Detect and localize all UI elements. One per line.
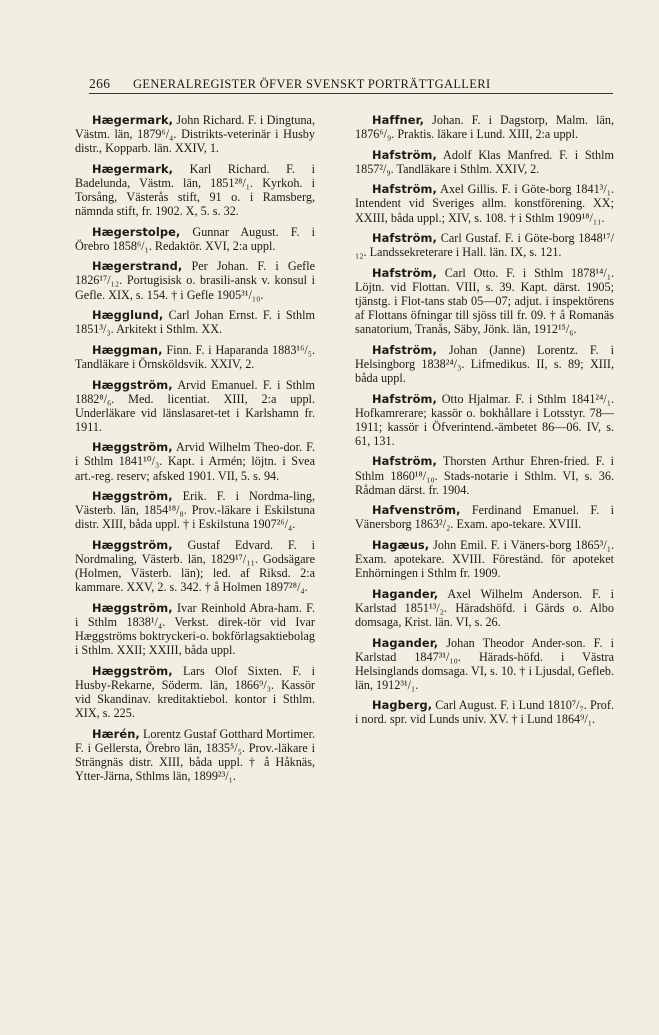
entry-text: Ferdinand Emanuel. F. i Vänersborg 1863²/₂. Exam. apo-tekare. XVIII. xyxy=(355,503,615,532)
entry-surname: Hafström, xyxy=(372,342,437,357)
entry-surname: Hæggström, xyxy=(92,663,173,678)
entry-text: John Richard. F. i Dingtuna, Västm. län, 1879⁶/₄. Distrikts-veterinär i Husby distr., Kopparb. län. XXIV, 1. xyxy=(75,113,316,156)
register-entry xyxy=(75,162,315,218)
entry-surname: Haffner, xyxy=(372,113,425,127)
entry-surname: Hægermark, xyxy=(92,161,174,176)
entry-text: Adolf Klas Manfred. F. i Sthlm 1857²/₉. Tandläkare i Sthlm. XXIV, 2. xyxy=(355,147,615,176)
entry-text: Axel Wilhelm Anderson. F. i Karlstad 1851¹³/₂. Häradshöfd. i Gärds o. Albo domsaga, Krist. län. VI, s. 26. xyxy=(355,586,614,629)
entry-surname: Hægermark, xyxy=(92,113,174,127)
entry-text: Karl Richard. F. i Badelunda, Västm. län, 1851²⁸/₁. Kyrkoh. i Torsång, Västerås stift, 91 o. i Ramsberg, nämnda stift, fr. 1902. X, 5. s. 32. xyxy=(75,161,315,219)
register-entry xyxy=(355,148,614,176)
register-entry xyxy=(355,392,614,448)
register-entry xyxy=(75,343,315,371)
register-entry xyxy=(355,698,614,726)
register-entry xyxy=(75,727,315,783)
register-entry xyxy=(355,636,614,692)
header-rule xyxy=(89,93,613,94)
register-entry xyxy=(75,308,315,336)
entry-text: Finn. F. i Haparanda 1883¹⁶/₅. Tandläkare i Örnsköldsvik. XXIV, 2. xyxy=(75,342,315,371)
running-title: GENERALREGISTER ÖFVER SVENSKT PORTRÄTTGALLERI xyxy=(133,77,491,91)
entry-surname: Hæggström, xyxy=(92,537,173,552)
entry-text: Per Johan. F. i Gefle 1826¹⁷/₁₂. Portugisisk o. brasili-ansk v. konsul i Gefle. XIX, s. 154. † i Gefle 1905³¹/₁₀. xyxy=(75,259,316,302)
entry-surname: Hafström, xyxy=(372,454,437,469)
entry-text: Johan (Janne) Lorentz. F. i Helsingborg 1838²⁴/₃. Lifmedikus. II, s. 89; XIII, båda uppl. xyxy=(355,342,615,385)
register-entry xyxy=(355,587,614,629)
entry-text: Johan. F. i Dagstorp, Malm. län, 1876⁶/₉. Praktis. läkare i Lund. XIII, 2:a uppl. xyxy=(355,113,614,142)
entry-surname: Hafvenström, xyxy=(372,503,461,518)
entry-text: Erik. F. i Nordma-ling, Västerb. län, 1854¹⁸/₈. Prov.-läkare i Eskilstuna distr. XIII, båda uppl. † i Eskilstuna 1907²⁶/₄. xyxy=(75,489,315,532)
entry-surname: Hæggström, xyxy=(92,489,173,504)
page-header xyxy=(89,76,613,92)
entry-text: Axel Gillis. F. i Göte-borg 1841³/₁. Intendent vid Sveriges allm. konstförening. XX; XXIII, båda uppl.; XIV, s. 108. † i Sthlm 1909¹⁸/₁₁. xyxy=(355,182,615,225)
entry-surname: Hafström, xyxy=(372,391,437,406)
register-entry xyxy=(75,259,315,301)
entry-surname: Hægerstrand, xyxy=(92,259,183,274)
register-entry xyxy=(355,343,614,385)
entry-surname: Hafström, xyxy=(372,182,437,197)
entry-text: Carl August. F. i Lund 1810⁷/₇. Prof. i nord. spr. vid Lunds univ. XV. † i Lund 1864⁹/₁. xyxy=(355,698,614,727)
entry-text: Arvid Wilhelm Theo-dor. F. i Sthlm 1841¹⁰/₃. Kapt. i Armén; löjtn. i Svea art.-reg. reserv; afsked 1901. VII, 5. s. 94. xyxy=(75,440,315,483)
entry-surname: Hæggström, xyxy=(92,440,173,455)
register-entry xyxy=(75,601,315,657)
entry-surname: Hagæus, xyxy=(372,537,430,552)
register-entry xyxy=(75,664,315,720)
entry-text: Lars Olof Sixten. F. i Husby-Rekarne, Söderm. län, 1866⁹/₃. Kassör vid Skandinav. kreditaktiebol. kontor i Sthlm. XIX, s. 225. xyxy=(75,663,315,720)
page-number: 266 xyxy=(89,76,111,91)
entry-surname: Hagberg, xyxy=(372,698,433,713)
register-entry xyxy=(75,378,315,434)
register-entry xyxy=(75,225,315,253)
entry-text: John Emil. F. i Väners-borg 1865³/₁. Exam. apotekare. XVIII. Föreständ. för apoteket Enhörningen i Sthlm fr. 1909. xyxy=(355,537,615,581)
entry-surname: Hafström, xyxy=(372,231,437,246)
register-entry xyxy=(355,231,614,259)
register-entry xyxy=(355,454,614,496)
entry-text: Carl Gustaf. F. i Göte-borg 1848¹⁷/₁₂. Landssekreterare i Hall. län. IX, s. 121. xyxy=(355,231,614,260)
entry-surname: Hæggman, xyxy=(92,342,163,357)
entry-text: Carl Otto. F. i Sthlm 1878¹⁴/₁. Löjtn. vid Flottan. VIII, s. 39. Kapt. därst. 1905; tjänstg. i Flot-tans stab 05—07; adjut. i inspektörens af Flottans öfningar till sjöss till fr. 09. † å Romanäs sanatorium, Tranås, Säby, Jönk. län, 1912¹⁵/₆. xyxy=(355,265,615,337)
entry-text: Ivar Reinhold Abra-ham. F. i Sthlm 1838¹/₄. Verkst. direk-tör vid Ivar Hæggströms boktryckeri-o. bokförlagsaktiebolag i Sthlm. XXII; XXIII, båda uppl. xyxy=(75,600,315,658)
entry-surname: Hagander, xyxy=(372,586,439,601)
register-entry xyxy=(75,113,315,155)
entry-surname: Hæggström, xyxy=(92,600,173,615)
entry-surname: Hagander, xyxy=(372,635,439,650)
register-entry xyxy=(75,538,315,594)
entry-text: Gustaf Edvard. F. i Nordmaling, Västerb. län, 1829¹⁷/₁₁. Godsägare (Holmen, Västerb. län); led. af Riksd. 2:a kammare. XXV, 2. s. 342. † å Holmen 1897²⁸/₄. xyxy=(75,537,316,595)
entry-text: Arvid Emanuel. F. i Sthlm 1882⁸/₆. Med. licentiat. XIII, 2:a uppl. Underläkare vid länslasaret-tet i Karlshamn fr. 1911. xyxy=(75,377,315,434)
register-entry xyxy=(355,182,614,224)
register-entry xyxy=(355,538,614,580)
entry-surname: Hafström, xyxy=(372,265,437,280)
left-column xyxy=(75,113,315,789)
entry-text: Carl Johan Ernst. F. i Sthlm 1851³/₃. Arkitekt i Sthlm. XX. xyxy=(75,308,315,337)
entry-surname: Hærén, xyxy=(92,726,140,741)
entry-text: Lorentz Gustaf Gotthard Mortimer. F. i Gellersta, Örebro län, 1835⁵/₅. Prov.-läkare i Strängnäs distr. XIII, båda uppl. † å Håknäs, Ytter-Järna, Sthlms län, 1899²³/₁. xyxy=(75,726,316,783)
right-column xyxy=(355,113,614,733)
register-entry xyxy=(355,113,614,141)
register-entry xyxy=(75,440,315,482)
entry-text: Thorsten Arthur Ehren-fried. F. i Sthlm 1860¹⁸/₁₀. Stads-notarie i Sthlm. VI, s. 36. Rådman därst. fr. 1904. xyxy=(355,454,615,497)
entry-text: Johan Theodor Ander-son. F. i Karlstad 1847³¹/₁₀. Härads-höfd. i Västra Helsinglands domsaga. VI, s. 10. † i Ljusdal, Gefleb. län, 1912³¹/₁. xyxy=(355,635,614,692)
entry-surname: Hæggström, xyxy=(92,377,173,392)
entry-surname: Hafström, xyxy=(372,147,437,162)
register-entry xyxy=(75,489,315,531)
entry-text: Gunnar August. F. i Örebro 1858⁶/₁. Redaktör. XVI, 2:a uppl. xyxy=(75,224,315,253)
register-entry xyxy=(355,503,614,531)
register-entry xyxy=(355,266,614,336)
entry-surname: Hægglund, xyxy=(92,308,164,323)
entry-text: Otto Hjalmar. F. i Sthlm 1841²⁴/₁. Hofkamrerare; kassör o. bokhållare i Lotsstyr. 78—1911; kassör i Öfverintend.-ämbetet 86—06. IV, s. 61, 131. xyxy=(355,391,614,448)
entry-surname: Hægerstolpe, xyxy=(92,224,181,239)
